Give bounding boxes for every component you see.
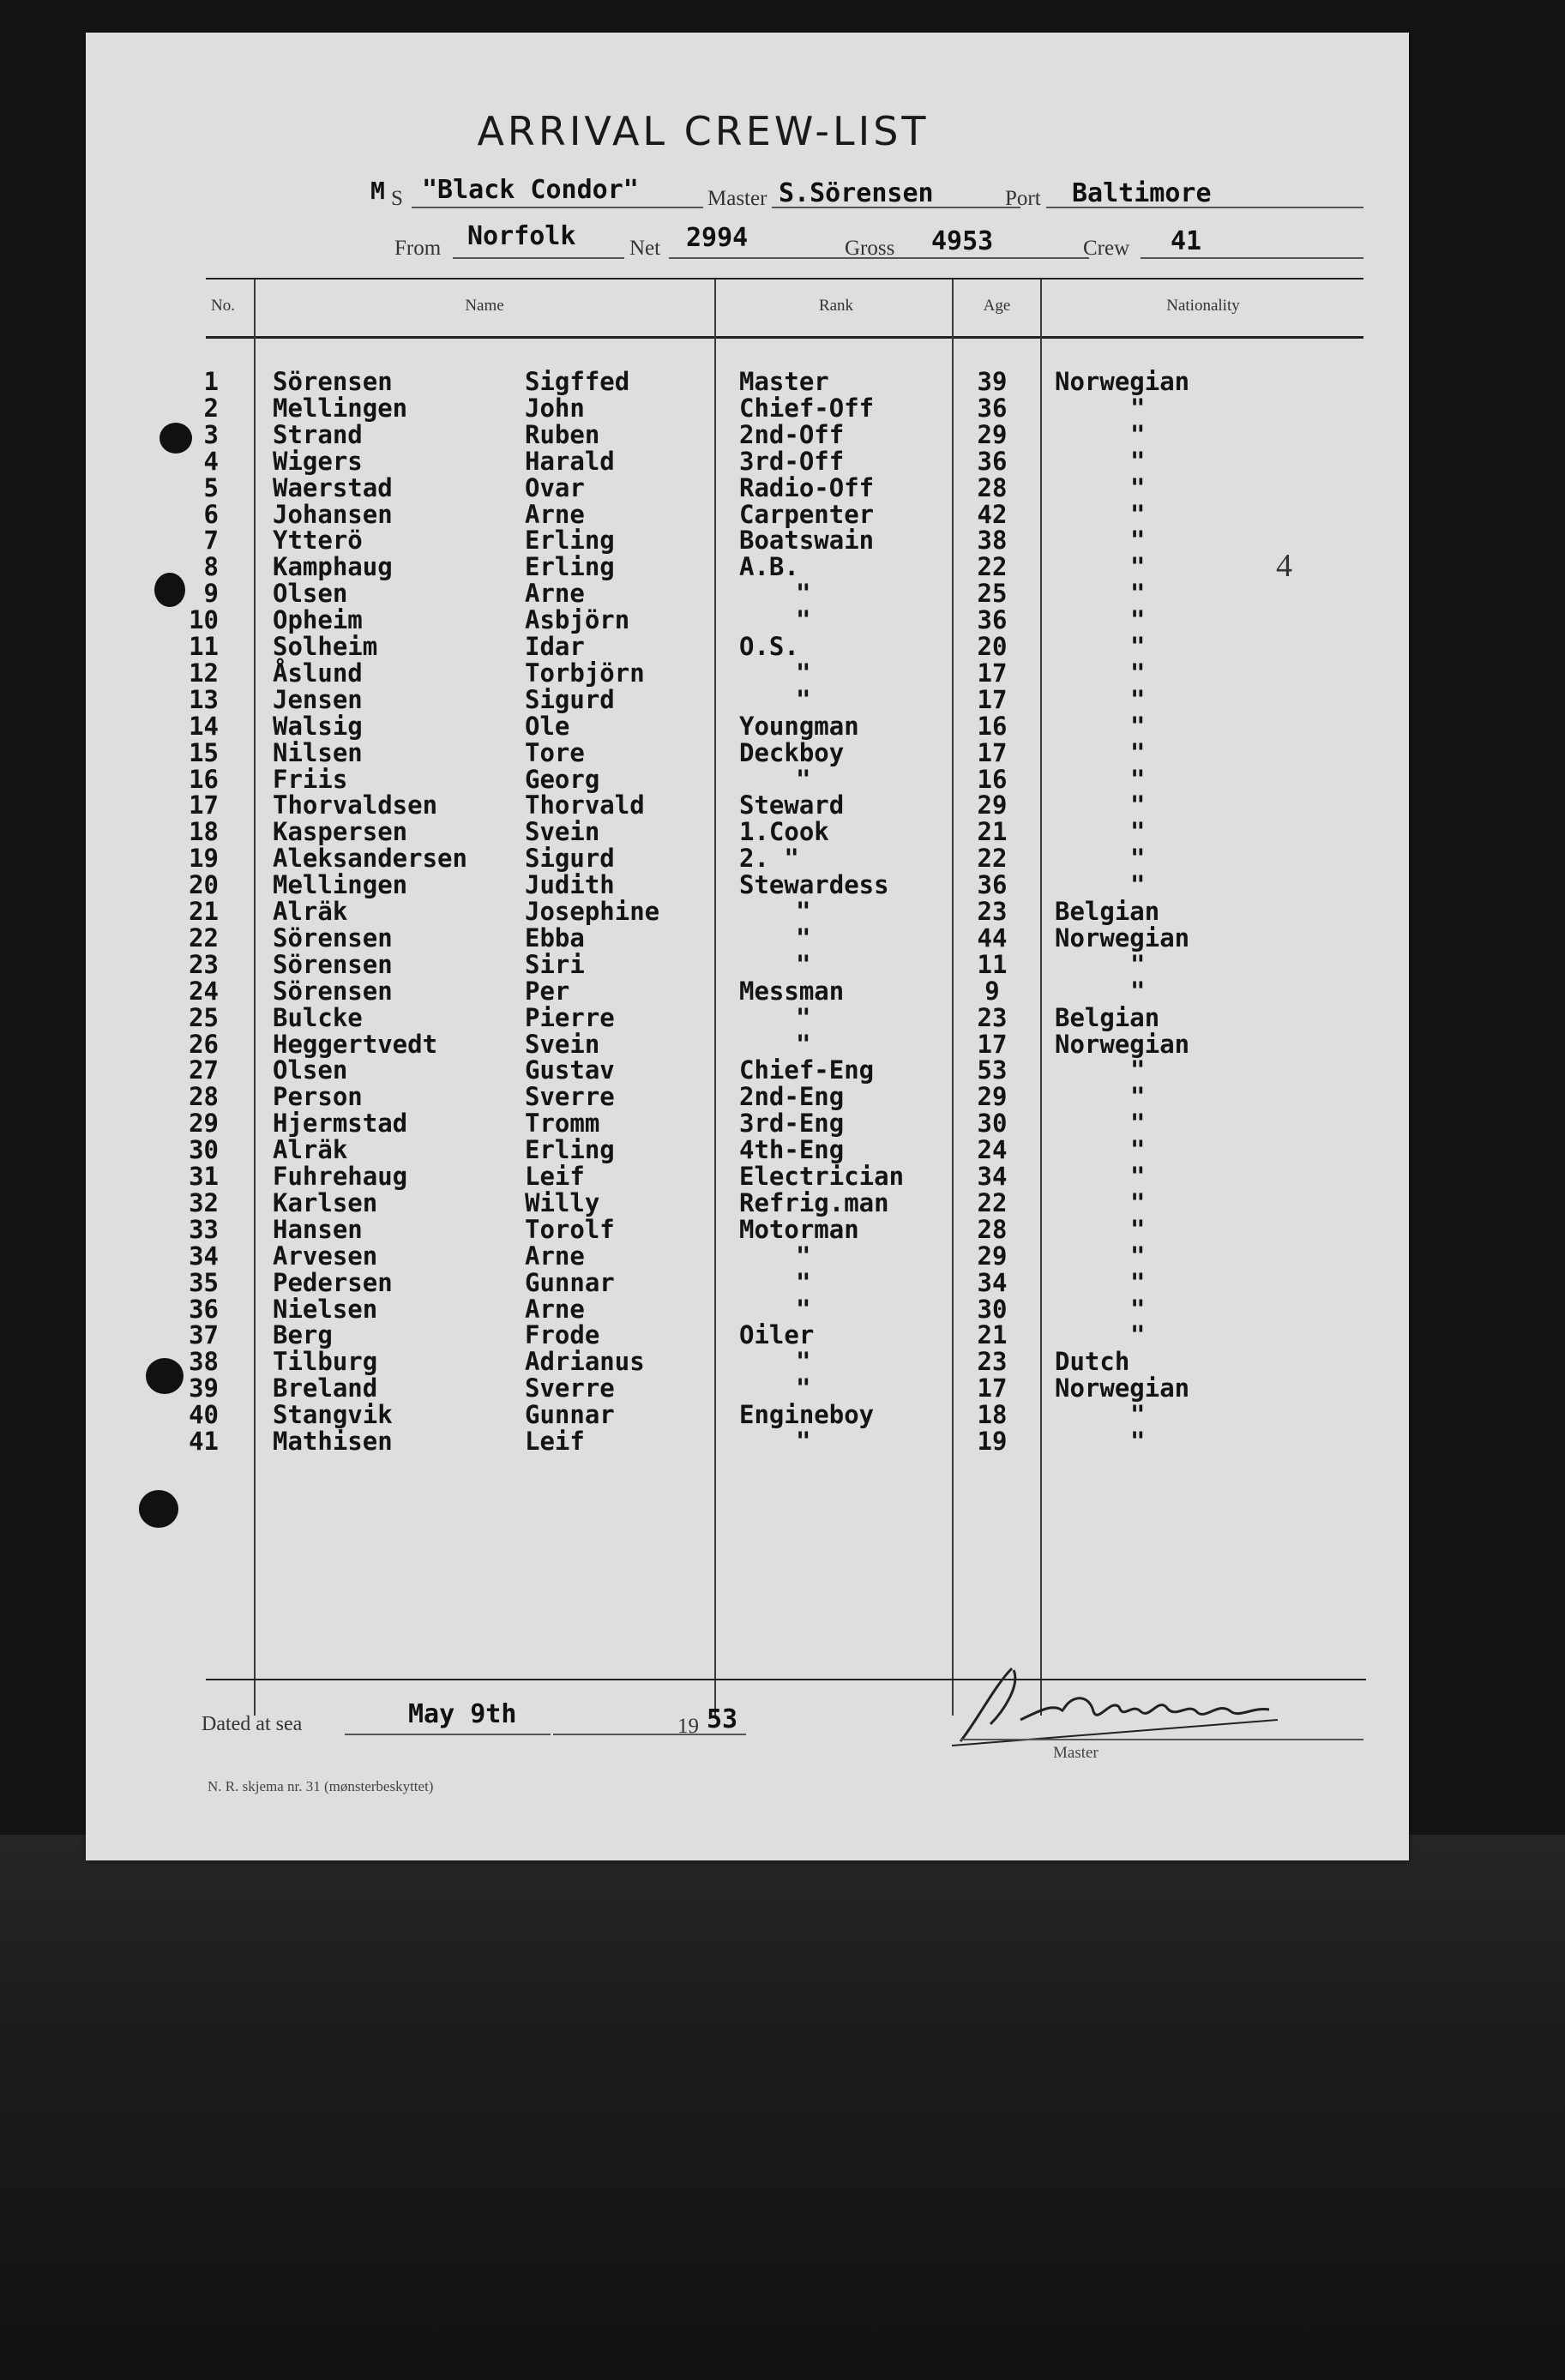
crew-cell-age: 34 [977,1267,1008,1297]
crew-cell-surname: Aleksandersen [273,844,467,874]
crew-cell-rank: Electrician [739,1162,905,1191]
crew-cell-rank: " [796,1241,811,1271]
crew-cell-age: 29 [977,790,1008,820]
crew-cell-rank: " [796,949,811,979]
crew-cell-no: 30 [189,1135,219,1165]
crew-cell-no: 39 [189,1373,219,1403]
crew-cell-nat: " [1130,526,1146,556]
crew-cell-no: 40 [189,1400,219,1430]
crew-cell-first: Pierre [525,1002,615,1032]
crew-cell-age: 11 [977,949,1008,979]
crew-cell-surname: Stangvik [273,1400,393,1430]
crew-cell-rank: Chief-Eng [739,1055,875,1085]
crew-cell-first: Arne [525,579,585,609]
crew-cell-nat: " [1130,1400,1146,1430]
crew-cell-nat: " [1130,552,1146,582]
crew-cell-surname: Breland [273,1373,378,1403]
crew-cell-rank: " [796,1294,811,1324]
crew-cell-first: Sigurd [525,844,615,874]
crew-cell-nat: " [1130,1320,1146,1350]
ship-underline [412,207,703,208]
crew-cell-nat: " [1130,976,1146,1006]
crew-cell-no: 35 [189,1267,219,1297]
crew-cell-first: Frode [525,1320,600,1350]
crew-cell-rank: Youngman [739,711,859,741]
col-divider-age [1040,279,1042,1716]
crew-cell-rank: " [796,923,811,953]
form-note: N. R. skjema nr. 31 (mønsterbeskyttet) [208,1778,434,1794]
crew-cell-first: Svein [525,1029,600,1059]
crew-cell-age: 29 [977,419,1008,449]
date-underline [345,1734,551,1735]
crew-cell-first: Ruben [525,419,600,449]
crew-cell-no: 19 [189,844,219,874]
net-label: Net [629,237,661,260]
crew-cell-first: Thorvald [525,790,645,820]
crew-cell-first: Tromm [525,1109,600,1139]
crew-cell-rank: 1.Cook [739,817,829,847]
crew-cell-rank: Chief-Off [739,393,875,423]
crew-cell-surname: Sörensen [273,976,393,1006]
crew-cell-age: 20 [977,632,1008,661]
from-value: Norfolk [467,221,576,251]
crew-cell-surname: Thorvaldsen [273,790,438,820]
col-divider-no [254,279,256,1716]
crew-cell-first: Ole [525,711,570,741]
crew-cell-nat: " [1130,1241,1146,1271]
date-value: May 9th [408,1699,517,1729]
crew-cell-first: Adrianus [525,1347,645,1377]
master-label: Master [707,187,767,210]
crew-cell-nat: " [1130,605,1146,635]
crew-cell-age: 30 [977,1109,1008,1139]
crew-cell-rank: 2nd-Eng [739,1082,845,1112]
crew-cell-nat: " [1130,764,1146,794]
crew-cell-no: 41 [189,1427,219,1456]
crew-cell-rank: " [796,1267,811,1297]
crew-cell-surname: Åslund [273,658,363,688]
crew-cell-rank: Steward [739,790,845,820]
ship-name: "Black Condor" [422,175,639,205]
header-age: Age [983,297,1011,315]
gross-underline [909,257,1089,259]
crew-cell-surname: Alräk [273,897,348,926]
crew-cell-age: 29 [977,1241,1008,1271]
crew-cell-surname: Friis [273,764,348,794]
crew-cell-nat: " [1130,790,1146,820]
crew-cell-first: Tore [525,737,585,767]
crew-cell-age: 17 [977,737,1008,767]
crew-cell-nat: " [1130,1214,1146,1244]
crew-cell-first: Ovar [525,472,585,502]
crew-cell-age: 17 [977,1029,1008,1059]
crew-cell-surname: Ytterö [273,526,363,556]
crew-cell-age: 23 [977,897,1008,926]
crew-cell-surname: Person [273,1082,363,1112]
crew-cell-surname: Mellingen [273,393,408,423]
crew-cell-age: 17 [977,1373,1008,1403]
crew-cell-surname: Sörensen [273,367,393,396]
crew-cell-no: 1 [203,367,219,396]
crew-cell-nat: " [1130,844,1146,874]
crew-cell-rank: Boatswain [739,526,875,556]
crew-cell-first: Judith [525,870,615,900]
crew-cell-rank: " [796,1002,811,1032]
crew-cell-nat: " [1130,419,1146,449]
crew-cell-age: 30 [977,1294,1008,1324]
crew-cell-no: 10 [189,605,219,635]
crew-cell-age: 23 [977,1347,1008,1377]
crew-cell-rank: Deckboy [739,737,845,767]
crew-cell-nat: Norwegian [1055,1373,1190,1403]
crew-cell-surname: Walsig [273,711,363,741]
crew-cell-age: 34 [977,1162,1008,1191]
crew-cell-surname: Karlsen [273,1187,378,1217]
crew-cell-rank: 2. " [739,844,799,874]
crew-cell-surname: Berg [273,1320,333,1350]
crew-cell-rank: " [796,684,811,714]
crew-cell-rank: " [796,1373,811,1403]
crew-cell-nat: " [1130,1294,1146,1324]
crew-cell-age: 36 [977,605,1008,635]
crew-cell-nat: " [1130,393,1146,423]
crew-cell-first: Arne [525,499,585,529]
crew-cell-no: 27 [189,1055,219,1085]
crew-cell-rank: Master [739,367,829,396]
crew-cell-rank: Motorman [739,1214,859,1244]
crew-cell-first: Ebba [525,923,585,953]
port-underline [1046,207,1363,208]
header-no: No. [211,297,235,315]
crew-cell-nat: Dutch [1055,1347,1130,1377]
crew-cell-first: Idar [525,632,585,661]
crew-cell-nat: " [1130,817,1146,847]
crew-cell-first: Erling [525,526,615,556]
net-value: 2994 [686,223,749,253]
crew-cell-no: 6 [203,499,219,529]
crew-cell-age: 24 [977,1135,1008,1165]
crew-cell-no: 13 [189,684,219,714]
crew-cell-no: 38 [189,1347,219,1377]
crew-cell-no: 2 [203,393,219,423]
crew-cell-no: 31 [189,1162,219,1191]
crew-cell-surname: Kaspersen [273,817,408,847]
crew-cell-first: Leif [525,1427,585,1456]
table-top-rule [206,278,1363,279]
crew-cell-surname: Kamphaug [273,552,393,582]
crew-cell-nat: " [1130,1427,1146,1456]
crew-cell-nat: Norwegian [1055,1029,1190,1059]
crew-cell-no: 37 [189,1320,219,1350]
crew-cell-first: Josephine [525,897,660,926]
crew-cell-nat: Belgian [1055,897,1160,926]
crew-cell-nat: " [1130,1109,1146,1139]
crew-cell-first: John [525,393,585,423]
crew-cell-rank: " [796,897,811,926]
crew-cell-nat: " [1130,1162,1146,1191]
document-title: ARRIVAL CREW-LIST [477,108,930,154]
crew-label: Crew [1083,237,1130,260]
crew-cell-no: 21 [189,897,219,926]
crew-cell-no: 23 [189,949,219,979]
crew-cell-age: 53 [977,1055,1008,1085]
crew-cell-first: Georg [525,764,600,794]
crew-cell-surname: Mathisen [273,1427,393,1456]
crew-cell-age: 38 [977,526,1008,556]
header-nationality: Nationality [1166,297,1240,315]
crew-cell-surname: Nielsen [273,1294,378,1324]
crew-cell-rank: " [796,605,811,635]
crew-cell-nat: " [1130,1082,1146,1112]
crew-cell-nat: " [1130,1135,1146,1165]
crew-cell-rank: Messman [739,976,845,1006]
crew-cell-first: Asbjörn [525,605,630,635]
crew-cell-rank: " [796,579,811,609]
crew-cell-age: 29 [977,1082,1008,1112]
crew-cell-age: 17 [977,684,1008,714]
crew-cell-age: 22 [977,552,1008,582]
crew-cell-age: 44 [977,923,1008,953]
crew-underline [1141,257,1363,259]
crew-cell-surname: Hansen [273,1214,363,1244]
crew-cell-age: 17 [977,658,1008,688]
crew-cell-surname: Waerstad [273,472,393,502]
crew-cell-rank: " [796,1427,811,1456]
crew-value: 41 [1171,226,1202,256]
crew-cell-rank: " [796,764,811,794]
col-divider-name [714,279,716,1716]
crew-cell-first: Sigffed [525,367,630,396]
crew-cell-surname: Sörensen [273,949,393,979]
crew-cell-nat: " [1130,1187,1146,1217]
crew-cell-surname: Opheim [273,605,363,635]
crew-cell-no: 24 [189,976,219,1006]
crew-cell-age: 21 [977,817,1008,847]
header-rank: Rank [818,297,854,315]
crew-cell-surname: Alräk [273,1135,348,1165]
year-prefix: 19 [677,1715,699,1738]
crew-cell-first: Arne [525,1241,585,1271]
crew-cell-surname: Strand [273,419,363,449]
crew-cell-surname: Jensen [273,684,363,714]
crew-cell-age: 21 [977,1320,1008,1350]
crew-cell-nat: " [1130,632,1146,661]
crew-cell-no: 16 [189,764,219,794]
crew-cell-age: 39 [977,367,1008,396]
table-header-rule [206,336,1363,339]
crew-cell-nat: " [1130,711,1146,741]
crew-cell-no: 20 [189,870,219,900]
crew-cell-nat: " [1130,684,1146,714]
punch-hole-4 [139,1490,178,1528]
crew-cell-age: 23 [977,1002,1008,1032]
crew-cell-surname: Mellingen [273,870,408,900]
crew-cell-no: 22 [189,923,219,953]
crew-cell-age: 42 [977,499,1008,529]
crew-cell-first: Willy [525,1187,600,1217]
crew-cell-nat: Belgian [1055,1002,1160,1032]
crew-cell-age: 25 [977,579,1008,609]
year-suffix: 53 [707,1704,738,1734]
crew-cell-first: Per [525,976,570,1006]
crew-cell-first: Erling [525,1135,615,1165]
from-underline [453,257,624,259]
port-value: Baltimore [1072,178,1212,208]
crew-cell-surname: Sörensen [273,923,393,953]
crew-cell-no: 17 [189,790,219,820]
crew-cell-nat: " [1130,949,1146,979]
master-underline [772,207,1020,208]
crew-cell-age: 9 [984,976,1000,1006]
crew-cell-age: 16 [977,711,1008,741]
crew-cell-no: 11 [189,632,219,661]
crew-cell-surname: Hjermstad [273,1109,408,1139]
crew-cell-age: 28 [977,1214,1008,1244]
dated-label: Dated at sea [202,1713,303,1735]
crew-cell-surname: Tilburg [273,1347,378,1377]
crew-cell-no: 32 [189,1187,219,1217]
crew-cell-no: 28 [189,1082,219,1112]
crew-cell-first: Gunnar [525,1400,615,1430]
master-value: S.Sörensen [779,178,934,208]
crew-cell-no: 36 [189,1294,219,1324]
crew-cell-first: Svein [525,817,600,847]
scan-background [0,1835,1565,2380]
crew-cell-no: 5 [203,472,219,502]
ms-prefix: M [370,177,385,205]
crew-cell-first: Sverre [525,1082,615,1112]
crew-cell-age: 28 [977,472,1008,502]
crew-cell-surname: Olsen [273,579,348,609]
crew-cell-rank: 3rd-Eng [739,1109,845,1139]
crew-cell-rank: " [796,658,811,688]
gross-value: 4953 [931,226,994,256]
crew-cell-age: 22 [977,1187,1008,1217]
from-label: From [394,237,442,260]
crew-cell-no: 33 [189,1214,219,1244]
crew-cell-rank: Engineboy [739,1400,875,1430]
crew-cell-age: 16 [977,764,1008,794]
crew-cell-rank: 2nd-Off [739,419,845,449]
crew-cell-surname: Wigers [273,446,363,476]
crew-cell-no: 12 [189,658,219,688]
crew-cell-no: 14 [189,711,219,741]
crew-cell-first: Sverre [525,1373,615,1403]
crew-cell-nat: " [1130,1267,1146,1297]
crew-cell-age: 36 [977,446,1008,476]
crew-cell-no: 7 [203,526,219,556]
crew-cell-nat: " [1130,870,1146,900]
crew-cell-age: 18 [977,1400,1008,1430]
crew-cell-no: 18 [189,817,219,847]
crew-cell-no: 15 [189,737,219,767]
crew-cell-rank: 4th-Eng [739,1135,845,1165]
crew-cell-rank: Oiler [739,1320,815,1350]
crew-cell-nat: " [1130,737,1146,767]
crew-cell-no: 9 [203,579,219,609]
crew-cell-first: Leif [525,1162,585,1191]
crew-cell-surname: Arvesen [273,1241,378,1271]
crew-cell-nat: " [1130,658,1146,688]
master-caption: Master [1053,1744,1099,1762]
crew-cell-first: Harald [525,446,615,476]
crew-cell-no: 26 [189,1029,219,1059]
crew-cell-nat: " [1130,446,1146,476]
crew-cell-no: 34 [189,1241,219,1271]
crew-cell-no: 8 [203,552,219,582]
crew-cell-no: 25 [189,1002,219,1032]
ms-s: S [391,187,403,210]
crew-cell-rank: Refrig.man [739,1187,889,1217]
margin-note: 4 [1276,548,1292,584]
crew-cell-nat: " [1130,499,1146,529]
crew-cell-surname: Heggertvedt [273,1029,438,1059]
crew-cell-rank: A.B. [739,552,799,582]
crew-cell-nat: " [1130,1055,1146,1085]
crew-cell-age: 19 [977,1427,1008,1456]
gross-label: Gross [845,237,895,260]
crew-cell-first: Erling [525,552,615,582]
crew-cell-surname: Olsen [273,1055,348,1085]
crew-cell-surname: Johansen [273,499,393,529]
crew-cell-age: 36 [977,870,1008,900]
crew-cell-surname: Bulcke [273,1002,363,1032]
crew-cell-first: Gustav [525,1055,615,1085]
crew-cell-first: Gunnar [525,1267,615,1297]
crew-cell-rank: O.S. [739,632,799,661]
col-divider-rank [952,279,954,1716]
crew-cell-first: Arne [525,1294,585,1324]
crew-cell-rank: Carpenter [739,499,875,529]
year-underline [553,1734,746,1735]
crew-cell-surname: Solheim [273,632,378,661]
crew-cell-age: 36 [977,393,1008,423]
signature-underline [960,1739,1363,1740]
crew-cell-surname: Fuhrehaug [273,1162,408,1191]
crew-list-document [86,33,1409,1860]
crew-cell-age: 22 [977,844,1008,874]
crew-cell-no: 3 [203,419,219,449]
crew-cell-nat: Norwegian [1055,367,1190,396]
crew-cell-rank: " [796,1029,811,1059]
crew-cell-rank: Radio-Off [739,472,875,502]
crew-cell-first: Sigurd [525,684,615,714]
crew-cell-first: Torolf [525,1214,615,1244]
crew-cell-nat: " [1130,472,1146,502]
crew-cell-nat: Norwegian [1055,923,1190,953]
crew-cell-rank: " [796,1347,811,1377]
crew-cell-rank: Stewardess [739,870,889,900]
port-label: Port [1005,187,1041,210]
crew-cell-no: 29 [189,1109,219,1139]
crew-cell-first: Siri [525,949,585,979]
crew-cell-surname: Pedersen [273,1267,393,1297]
crew-cell-nat: " [1130,579,1146,609]
crew-cell-no: 4 [203,446,219,476]
header-name: Name [465,297,504,315]
crew-cell-surname: Nilsen [273,737,363,767]
crew-cell-rank: 3rd-Off [739,446,845,476]
crew-cell-first: Torbjörn [525,658,645,688]
